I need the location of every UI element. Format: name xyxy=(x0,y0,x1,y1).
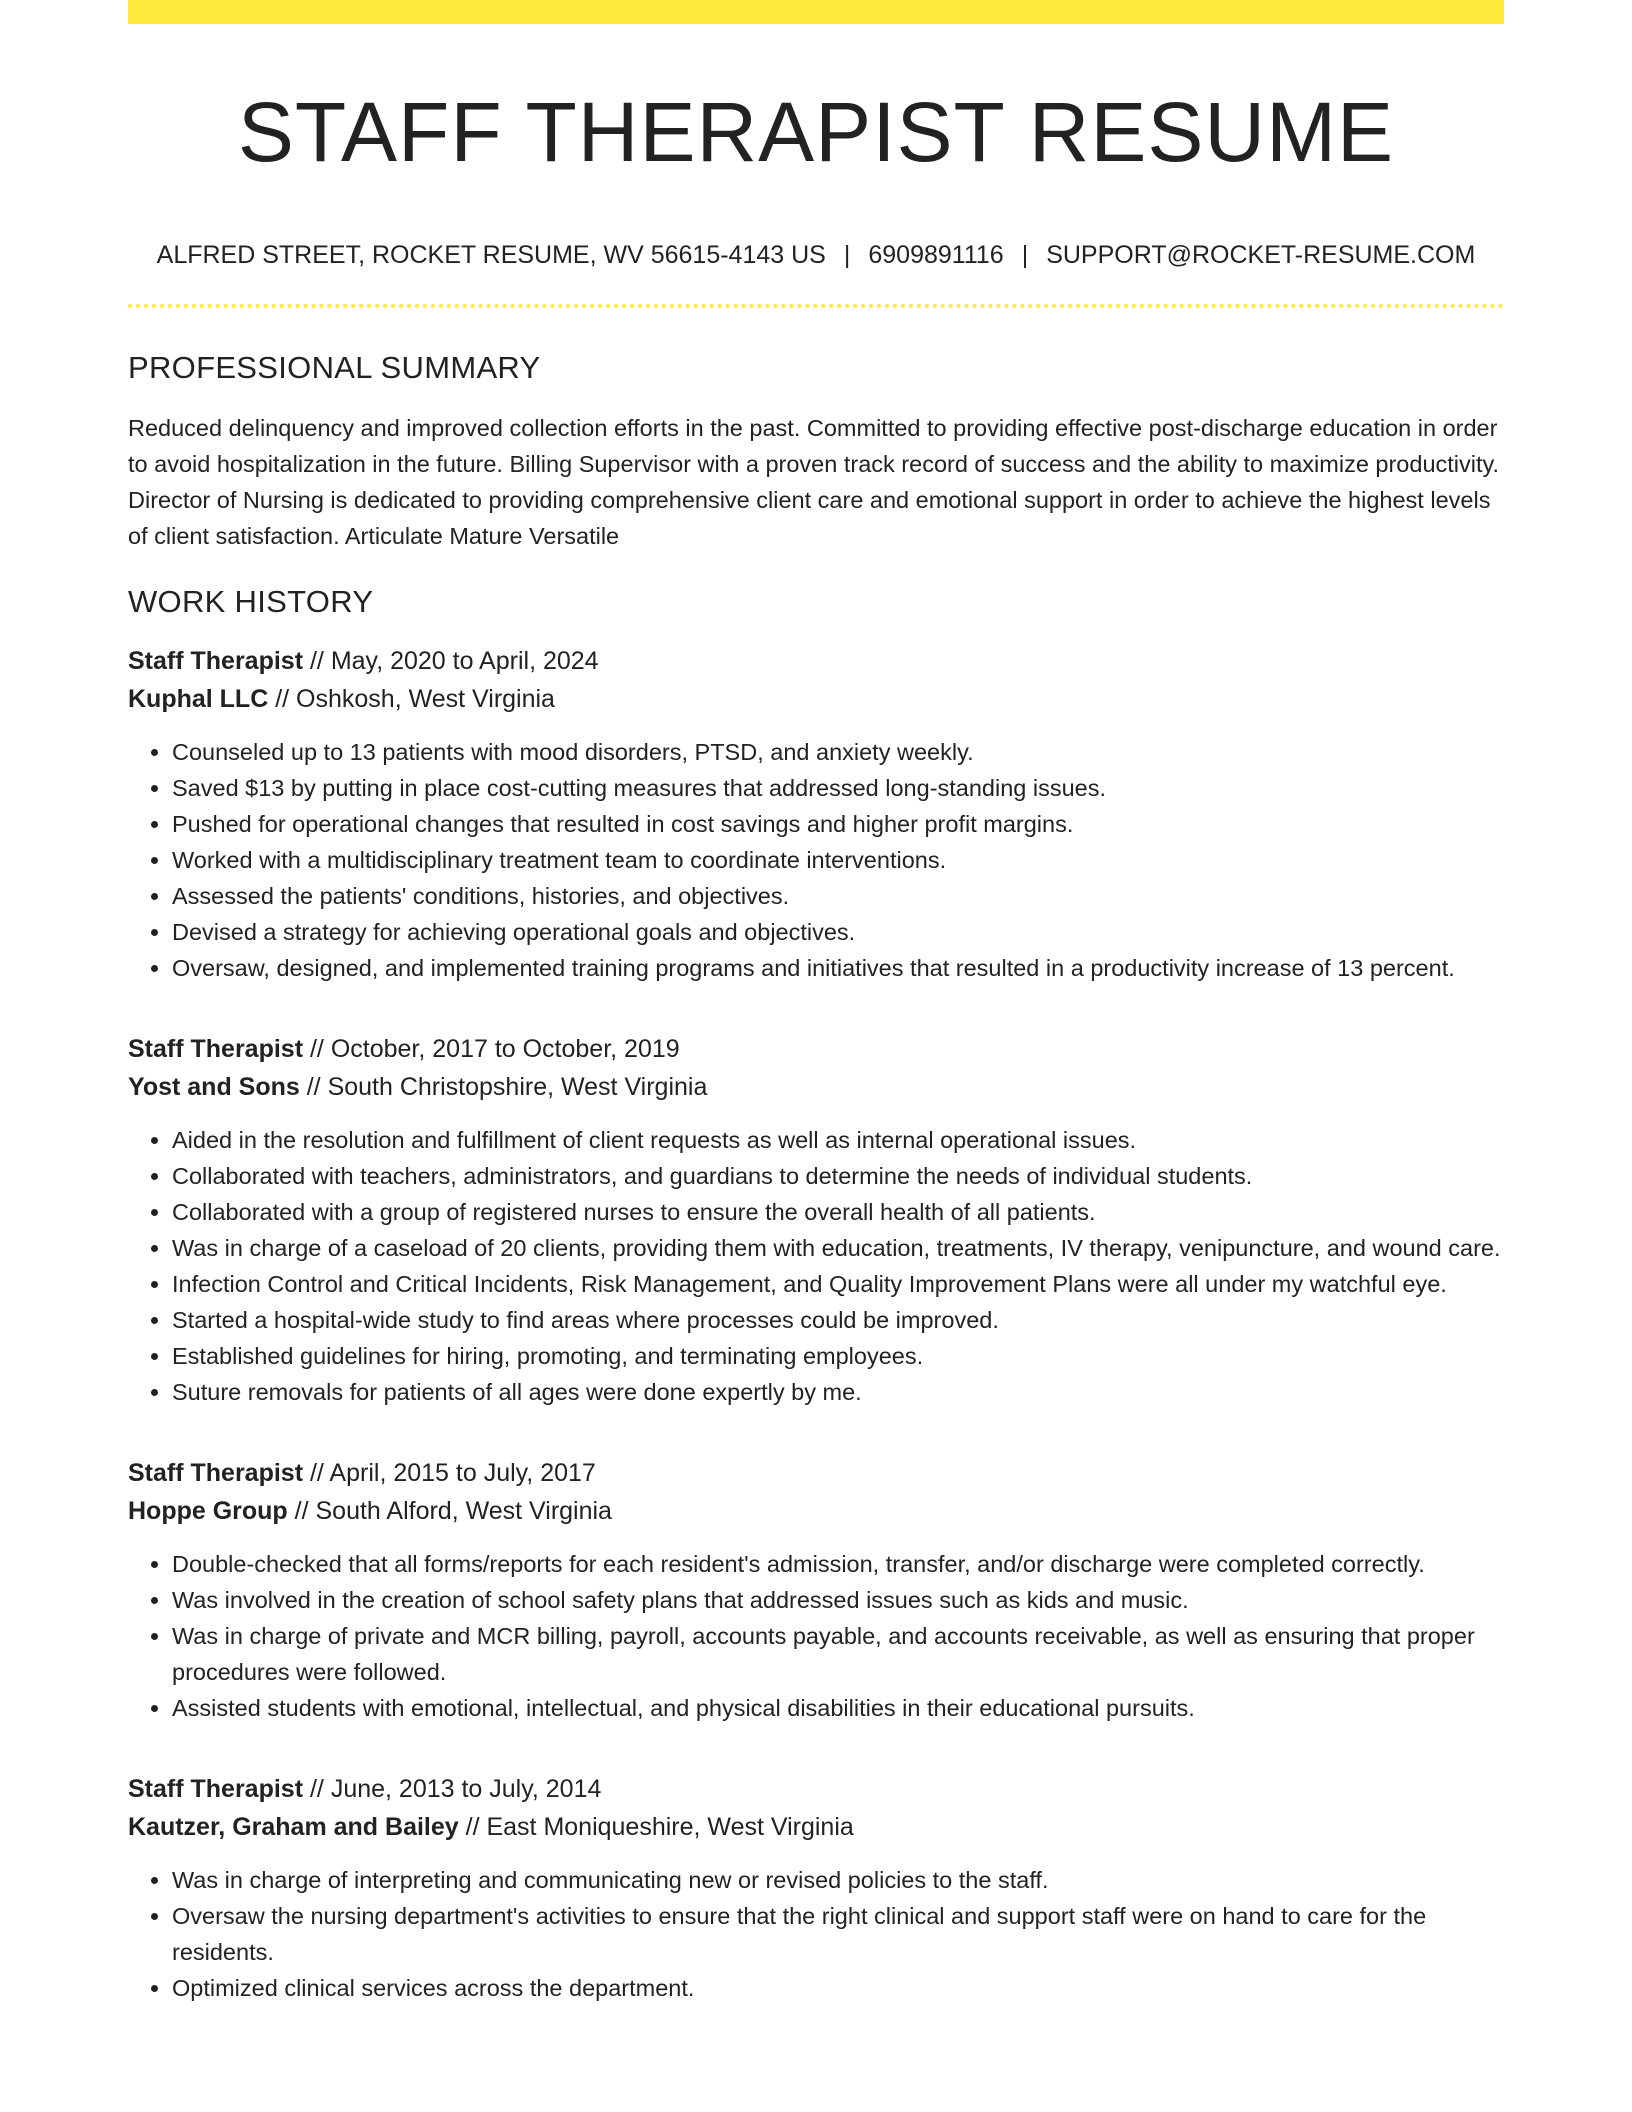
job-bullets xyxy=(128,1862,1504,2006)
page-title: STAFF THERAPIST RESUME xyxy=(237,85,1395,179)
bullet-item: • Infection Control and Critical Incidents, Risk Management, and Quality Improvement Plans were all under my watchful eye. xyxy=(172,1266,1504,1302)
job-company-line xyxy=(128,1808,1504,1846)
bullet-item: • Was involved in the creation of school safety plans that addressed issues such as kids and music. xyxy=(172,1582,1504,1618)
bullet-item: • Was in charge of a caseload of 20 clients, providing them with education, treatments, IV therapy, venipuncture, and wound care. xyxy=(172,1230,1504,1266)
bullet-item: • Suture removals for patients of all ages were done expertly by me. xyxy=(172,1374,1504,1410)
accent-bar xyxy=(128,0,1504,24)
bullet-item: • Oversaw the nursing department's activities to ensure that the right clinical and support staff were on hand to care for the residents. xyxy=(172,1898,1504,1970)
job-company-line xyxy=(128,1068,1504,1106)
bullet-item: • Worked with a multidisciplinary treatment team to coordinate interventions. xyxy=(172,842,1504,878)
job-title-line xyxy=(128,642,1504,680)
bullet-item: • Was in charge of interpreting and communicating new or revised policies to the staff. xyxy=(172,1862,1504,1898)
job-title-line xyxy=(128,1030,1504,1068)
work-history-list xyxy=(128,642,1504,2006)
bullet-item: • Oversaw, designed, and implemented training programs and initiatives that resulted in a productivity increase of 13 percent. xyxy=(172,950,1504,986)
job-dates: // October, 2017 to October, 2019 xyxy=(303,1034,680,1063)
bullet-item: • Counseled up to 13 patients with mood disorders, PTSD, and anxiety weekly. xyxy=(172,734,1504,770)
bullet-item: • Double-checked that all forms/reports for each resident's admission, transfer, and/or discharge were completed correctly. xyxy=(172,1546,1504,1582)
bullet-item: • Established guidelines for hiring, promoting, and terminating employees. xyxy=(172,1338,1504,1374)
summary-text: Reduced delinquency and improved collection efforts in the past. Committed to providing effective post-discharge education in order to avoid hospitalization in the future. Billing Supervisor with a proven track record of success and the ability to maximize productivity. Director of Nursing is dedicated to providing comprehensive client care and emotional support in order to achieve the highest levels of client satisfaction. Articulate Mature Versatile xyxy=(128,414,1500,549)
job-title: Staff Therapist xyxy=(128,1774,304,1803)
bullet-item: • Collaborated with teachers, administrators, and guardians to determine the needs of individual students. xyxy=(172,1158,1504,1194)
job-company: Yost and Sons xyxy=(128,1072,300,1101)
bullet-item: • Saved $13 by putting in place cost-cutting measures that addressed long-standing issues. xyxy=(172,770,1504,806)
job-location: // South Christopshire, West Virginia xyxy=(299,1072,708,1101)
contact-email: SUPPORT@ROCKET-RESUME.COM xyxy=(1046,240,1476,269)
contact-separator: | xyxy=(843,240,851,269)
contact-line xyxy=(128,241,1504,270)
bullet-item: • Devised a strategy for achieving operational goals and objectives. xyxy=(172,914,1504,950)
job-bullets xyxy=(128,1122,1504,1410)
dotted-divider xyxy=(128,304,1504,308)
job-dates: // May, 2020 to April, 2024 xyxy=(303,646,599,675)
job-location: // South Alford, West Virginia xyxy=(287,1496,612,1525)
bullet-item: • Started a hospital-wide study to find areas where processes could be improved. xyxy=(172,1302,1504,1338)
job-bullets xyxy=(128,1546,1504,1726)
job-dates: // April, 2015 to July, 2017 xyxy=(303,1458,596,1487)
bullet-item: • Assisted students with emotional, intellectual, and physical disabilities in their educational pursuits. xyxy=(172,1690,1504,1726)
job-location: // Oshkosh, West Virginia xyxy=(268,684,555,713)
job-entry xyxy=(128,1770,1504,2006)
job-entry xyxy=(128,642,1504,986)
bullet-item: • Pushed for operational changes that resulted in cost savings and higher profit margins. xyxy=(172,806,1504,842)
job-title-line xyxy=(128,1454,1504,1492)
bullet-item: • Collaborated with a group of registered nurses to ensure the overall health of all patients. xyxy=(172,1194,1504,1230)
job-company-line xyxy=(128,680,1504,718)
job-entry xyxy=(128,1454,1504,1726)
job-title-line xyxy=(128,1770,1504,1808)
job-title: Staff Therapist xyxy=(128,1458,304,1487)
work-history-heading: WORK HISTORY xyxy=(128,583,374,619)
job-location: // East Moniqueshire, West Virginia xyxy=(458,1812,854,1841)
job-company: Hoppe Group xyxy=(128,1496,288,1525)
bullet-item: • Aided in the resolution and fulfillment of client requests as well as internal operational issues. xyxy=(172,1122,1504,1158)
job-entry xyxy=(128,1030,1504,1410)
job-title: Staff Therapist xyxy=(128,1034,304,1063)
job-title: Staff Therapist xyxy=(128,646,304,675)
job-bullets xyxy=(128,734,1504,986)
job-company-line xyxy=(128,1492,1504,1530)
job-company: Kuphal LLC xyxy=(128,684,269,713)
bullet-item: • Optimized clinical services across the department. xyxy=(172,1970,1504,2006)
job-company: Kautzer, Graham and Bailey xyxy=(128,1812,459,1841)
job-dates: // June, 2013 to July, 2014 xyxy=(303,1774,602,1803)
contact-phone: 6909891116 xyxy=(868,240,1004,269)
summary-heading: PROFESSIONAL SUMMARY xyxy=(128,349,541,385)
contact-separator: | xyxy=(1021,240,1029,269)
contact-address: ALFRED STREET, ROCKET RESUME, WV 56615-4143 US xyxy=(156,240,826,269)
bullet-item: • Assessed the patients' conditions, histories, and objectives. xyxy=(172,878,1504,914)
bullet-item: • Was in charge of private and MCR billing, payroll, accounts payable, and accounts receivable, as well as ensuring that proper procedures were followed. xyxy=(172,1618,1504,1690)
resume-page xyxy=(128,0,1504,2006)
